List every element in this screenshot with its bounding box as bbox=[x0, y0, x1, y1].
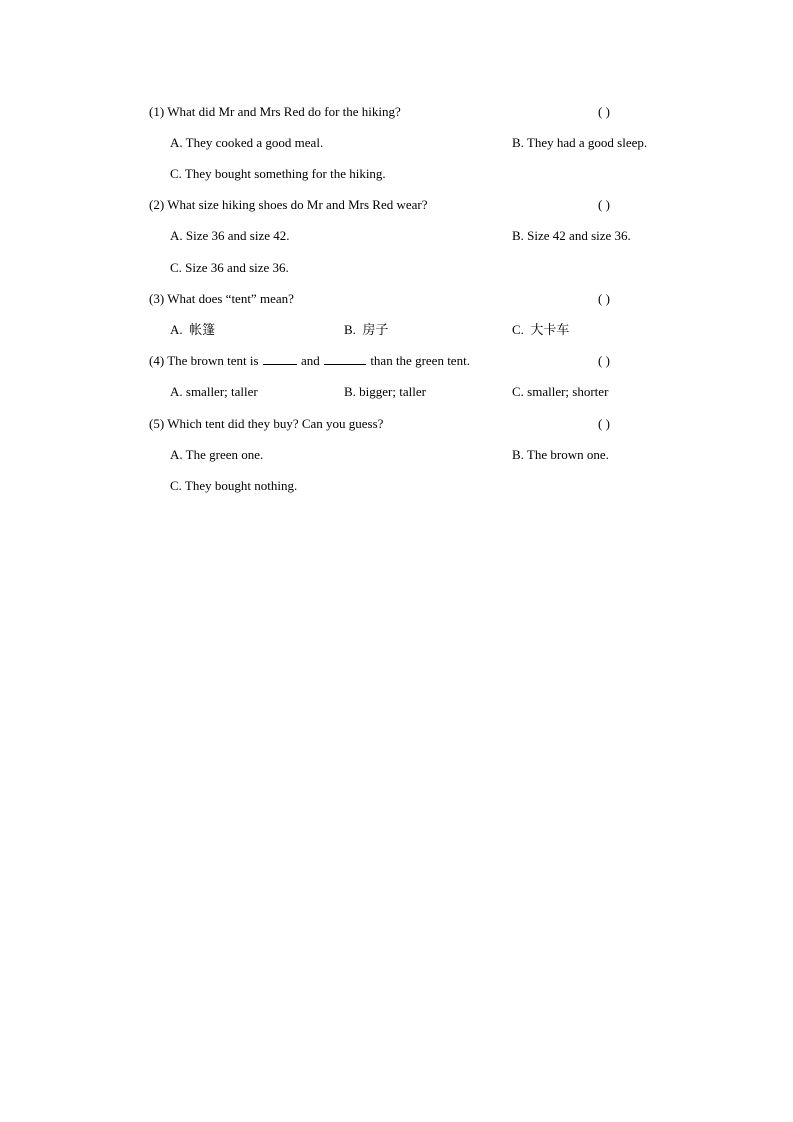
option-1c: C. They bought something for the hiking. bbox=[170, 166, 386, 181]
option-2b: B. Size 42 and size 36. bbox=[512, 228, 631, 243]
option-1a: A. They cooked a good meal. bbox=[170, 135, 324, 150]
question-5-options-row-2 bbox=[0, 475, 793, 497]
question-2-options-row-2 bbox=[0, 257, 793, 279]
option-4c: C. smaller; shorter bbox=[512, 384, 609, 399]
option-5c: C. They bought nothing. bbox=[170, 478, 298, 493]
option-2a: A. Size 36 and size 42. bbox=[170, 228, 290, 243]
answer-bracket-4: ( ) bbox=[598, 353, 610, 368]
answer-bracket-5: ( ) bbox=[598, 416, 610, 431]
question-5-text: (5) Which tent did they buy? Can you guess? bbox=[149, 416, 384, 431]
option-1b: B. They had a good sleep. bbox=[512, 135, 648, 150]
fill-blank-2 bbox=[324, 351, 366, 365]
question-4-options-row bbox=[0, 381, 793, 403]
option-5b: B. The brown one. bbox=[512, 447, 609, 462]
question-1-options-row-1 bbox=[0, 132, 793, 154]
question-1 bbox=[0, 101, 793, 123]
question-4 bbox=[0, 350, 793, 372]
option-3c: C. 大卡车 bbox=[512, 322, 570, 338]
option-3a: A. 帐篷 bbox=[170, 322, 216, 338]
option-4a: A. smaller; taller bbox=[170, 384, 258, 399]
fill-blank-1 bbox=[263, 351, 297, 365]
question-1-options-row-2 bbox=[0, 163, 793, 185]
option-4b: B. bigger; taller bbox=[344, 384, 426, 399]
question-2 bbox=[0, 194, 793, 216]
option-5a: A. The green one. bbox=[170, 447, 264, 462]
option-2c: C. Size 36 and size 36. bbox=[170, 260, 289, 275]
question-4-text: (4) The brown tent is and than the green tent. bbox=[149, 353, 470, 368]
answer-bracket-1: ( ) bbox=[598, 104, 610, 119]
question-3 bbox=[0, 288, 793, 310]
option-3b: B. 房子 bbox=[344, 322, 389, 338]
question-1-text: (1) What did Mr and Mrs Red do for the hiking? bbox=[149, 104, 401, 119]
question-2-text: (2) What size hiking shoes do Mr and Mrs Red wear? bbox=[149, 197, 428, 212]
question-3-text: (3) What does “tent” mean? bbox=[149, 291, 294, 306]
question-5 bbox=[0, 413, 793, 435]
answer-bracket-3: ( ) bbox=[598, 291, 610, 306]
answer-bracket-2: ( ) bbox=[598, 197, 610, 212]
question-3-options-row bbox=[0, 319, 793, 341]
question-2-options-row-1 bbox=[0, 225, 793, 247]
question-5-options-row-1 bbox=[0, 444, 793, 466]
